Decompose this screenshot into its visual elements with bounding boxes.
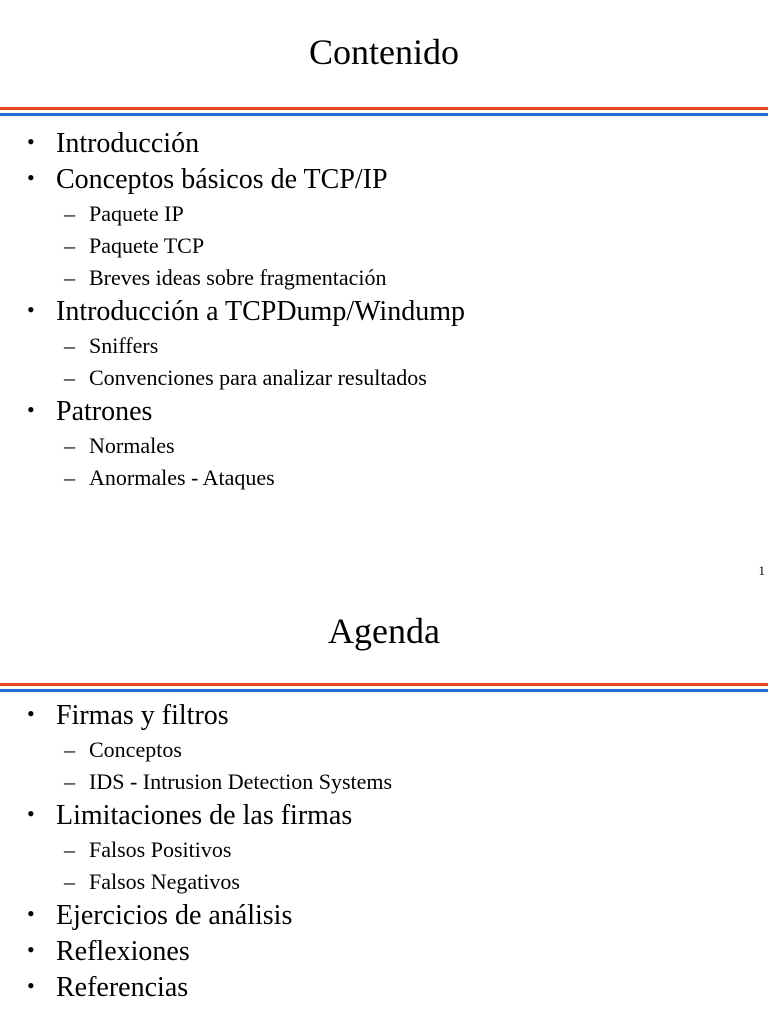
slide-title: Contenido — [309, 32, 459, 72]
dash-icon: – — [64, 233, 75, 258]
divider-red — [0, 107, 768, 110]
outline-item — [0, 162, 768, 198]
bullet-icon: • — [27, 129, 35, 154]
bullet-icon: • — [27, 801, 35, 826]
outline-subitem — [0, 462, 768, 494]
slide-title: Agenda — [328, 611, 440, 651]
dash-icon: – — [64, 201, 75, 226]
outline-subitem — [0, 766, 768, 798]
outline-item — [0, 934, 768, 970]
outline-item-label: Reflexiones — [56, 936, 190, 967]
bullet-icon: • — [27, 701, 35, 726]
outline-item-label: Conceptos básicos de TCP/IP — [56, 164, 388, 195]
dash-icon: – — [64, 365, 75, 390]
dash-icon: – — [64, 769, 75, 794]
outline-subitem-label: Breves ideas sobre fragmentación — [89, 265, 387, 290]
outline-subitem — [0, 330, 768, 362]
outline-item-label: Referencias — [56, 972, 189, 1003]
outline-subitem — [0, 834, 768, 866]
outline-subitem — [0, 262, 768, 294]
outline-item — [0, 698, 768, 734]
outline-subitem — [0, 734, 768, 766]
outline-subitem-label: Falsos Negativos — [89, 869, 240, 894]
divider-blue — [0, 113, 768, 116]
divider-blue — [0, 689, 768, 692]
dash-icon: – — [64, 265, 75, 290]
outline-item-label: Limitaciones de las firmas — [56, 800, 353, 831]
dash-icon: – — [64, 465, 75, 490]
outline-item — [0, 294, 768, 330]
slide-agenda — [0, 585, 768, 1024]
dash-icon: – — [64, 433, 75, 458]
outline-subitem-label: Anormales - Ataques — [89, 465, 275, 490]
outline-subitem-label: IDS - Intrusion Detection Systems — [89, 769, 393, 794]
outline-subitem — [0, 866, 768, 898]
dash-icon: – — [64, 333, 75, 358]
bullet-icon: • — [27, 901, 35, 926]
bullet-icon: • — [27, 165, 35, 190]
outline-item-label: Introducción a TCPDump/Windump — [56, 296, 465, 327]
outline-item — [0, 394, 768, 430]
outline-subitem-label: Sniffers — [89, 333, 159, 358]
outline-subitem — [0, 430, 768, 462]
outline-item-label: Firmas y filtros — [56, 700, 229, 731]
bullet-icon: • — [27, 397, 35, 422]
bullet-icon: • — [27, 937, 35, 962]
outline-subitem — [0, 362, 768, 394]
outline-item — [0, 798, 768, 834]
outline-list — [0, 126, 768, 494]
dash-icon: – — [64, 869, 75, 894]
bullet-icon: • — [27, 973, 35, 998]
divider-red — [0, 683, 768, 686]
outline-item — [0, 126, 768, 162]
outline-subitem-label: Conceptos — [89, 737, 182, 762]
outline-item-label: Ejercicios de análisis — [56, 900, 293, 931]
page-number: 1 — [758, 563, 765, 578]
outline-subitem — [0, 198, 768, 230]
outline-subitem-label: Falsos Positivos — [89, 837, 232, 862]
outline-subitem-label: Paquete TCP — [89, 233, 205, 258]
outline-subitem-label: Convenciones para analizar resultados — [89, 365, 427, 390]
outline-subitem-label: Paquete IP — [89, 201, 184, 226]
outline-item-label: Introducción — [56, 128, 200, 159]
outline-list — [0, 698, 768, 1006]
outline-subitem-label: Normales — [89, 433, 175, 458]
dash-icon: – — [64, 837, 75, 862]
outline-item-label: Patrones — [56, 396, 153, 427]
outline-item — [0, 898, 768, 934]
dash-icon: – — [64, 737, 75, 762]
bullet-icon: • — [27, 297, 35, 322]
outline-subitem — [0, 230, 768, 262]
outline-item — [0, 970, 768, 1006]
